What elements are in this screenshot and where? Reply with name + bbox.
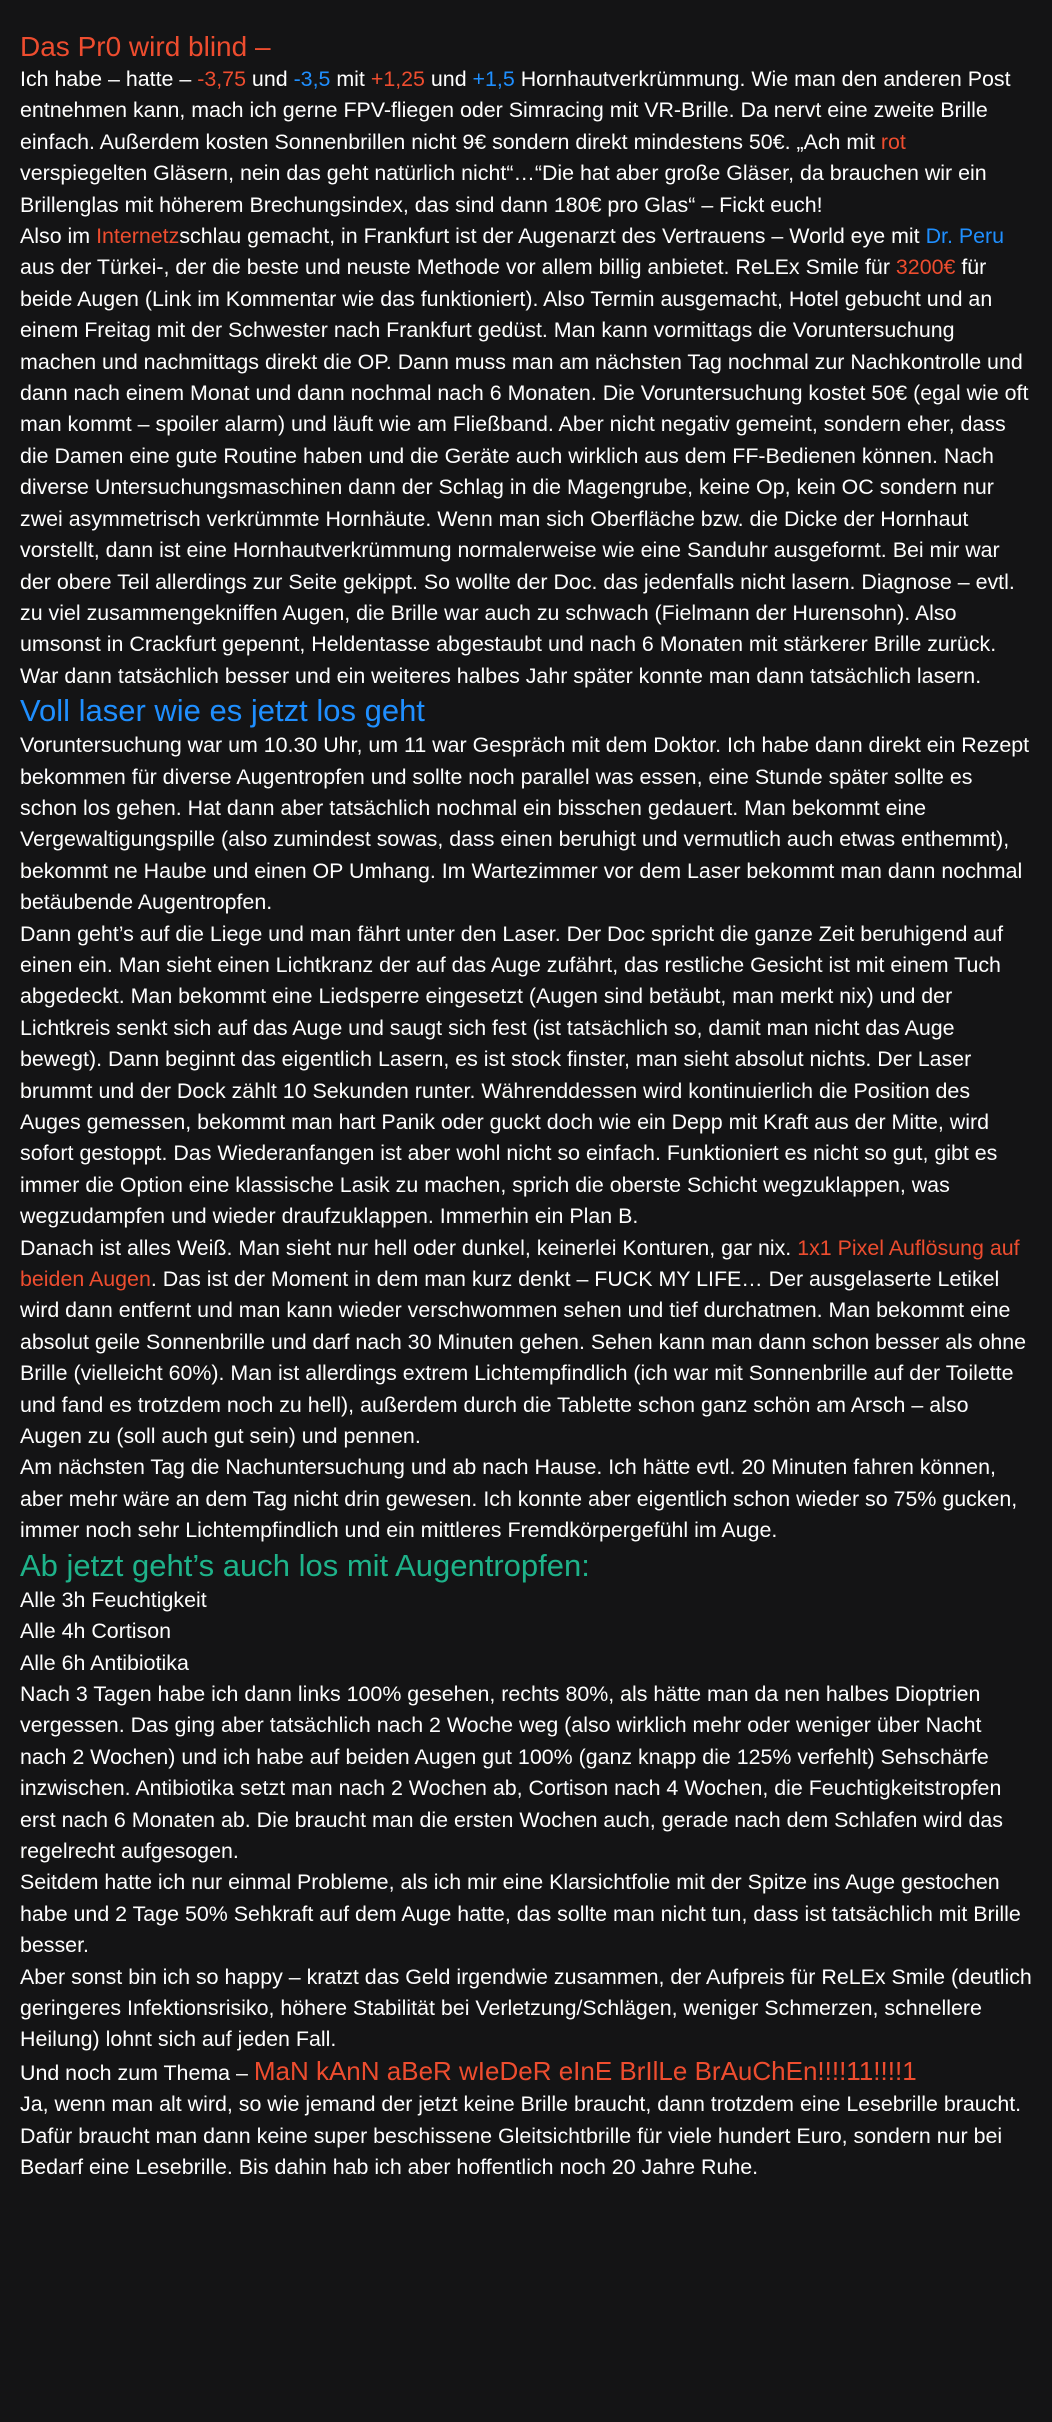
list-item-drops: Alle 6h Antibiotika xyxy=(20,1650,189,1675)
sph-left-value: -3,75 xyxy=(197,67,246,91)
section-heading-drops: Ab jetzt geht’s auch los mit Augentropfen: xyxy=(20,1547,590,1583)
highlight-pixel: 1x1 Pixel Auflösung auf beiden Augen xyxy=(20,1235,1020,1292)
cyl-right-value: +1,5 xyxy=(472,67,515,91)
paragraph-happy: Aber sonst bin ich so happy – kratzt das Geld irgendwie zusammen, der Aufpreis für ReLEx Smile (deutlich geringeres Infektionsrisiko, höhere Stabilität bei Verletzung/Schlägen, weniger Schmerzen, schnellere Heilung) lohnt sich auf jeden Fall. xyxy=(20,1964,1032,2052)
research-text: schlau gemacht, in Frankfurt ist der Augenarzt des Vertrauens – World eye mit xyxy=(179,224,926,249)
research-text: Also im xyxy=(20,224,97,249)
intro-text: und xyxy=(245,67,294,91)
research-text: für beide Augen (Link im Kommentar wie das funktioniert). Also Termin ausgemacht, Hotel gebucht und an einem Freitag mit der Schwester nach Frankfurt gedüst. Man kann vormittags die Voruntersuchung machen und nachmittags direkt die OP. Dann muss man am nächsten Tag nochmal zur Nachkontrolle und dann nach einem Monat und dann nochmal nach 6 Monaten. Die Voruntersuchung kostet 50€ (egal wie oft man kommt – spoiler alarm) und läuft wie am Fließband. Aber nicht negativ gemeint, sondern eher, dass die Damen eine gute Routine haben und die Geräte auch wirklich aus dem FF-Bedienen können. Nach diverse Untersuchungsmaschinen dann der Schlag in die Magengrube, keine Op, kein OC sondern nur zwei asymmetrisch verkrümmte Hornhäute. Wenn man sich Oberfläche bzw. die Dicke der Hornhaut vorstellt, dann ist eine Hornhautverkrümmung normalerweise wie eine Sanduhr ausgeformt. Bei mir war der obere Teil allerdings zur Seite gekippt. So wollte der Doc. das jedenfalls nicht lasern. Diagnose – evtl. zu viel zusammengekniffen Augen, die Brille war auch zu schwach (Fielmann der Hurensohn). Also umsonst in Crackfurt gepennt, Heldentasse abgestaubt und nach 6 Monaten mit stärkerer Brille zurück. War dann tatsächlich besser und ein weiteres halbes Jahr später konnte man dann tatsächlich lasern. xyxy=(20,255,1029,688)
section-heading-laser: Voll laser wie es jetzt los geht xyxy=(20,693,425,729)
paragraph-procedure: Dann geht’s auf die Liege und man fährt unter den Laser. Der Doc spricht die ganze Zeit beruhigend auf einen ein. Man sieht einen Lichtkranz der auf das Auge zufährt, das restliche Gesicht ist mit einem Tuch abgedeckt. Man bekommt eine Liedsperre eingesetzt (Augen sind betäubt, man merkt nix) und der Lichtkreis senkt sich auf das Auge und saugt sich fest (ist tatsächlich so, damit man nicht das Auge bewegt). Dann beginnt das eigentlich Lasern, es ist stock finster, man sieht absolut nichts. Der Laser brummt und der Dock zählt 10 Sekunden runter. Währenddessen wird kontinuierlich die Position des Auges gemessen, bekommt man hart Panik oder guckt doch wie ein Depp mit Kraft aus der Mitte, wird sofort gestoppt. Das Wiederanfangen ist aber wohl nicht so einfach. Funktioniert es nicht so gut, gibt es immer die Option eine klassische Lasik zu machen, sprich die oberste Schicht wegzuklappen, was wegzudampfen und wieder draufzuklappen. Immerhin ein Plan B. xyxy=(20,921,1004,1229)
paragraph-after xyxy=(20,1233,1032,1453)
sph-right-value: -3,5 xyxy=(293,67,331,91)
highlight-price: 3200€ xyxy=(895,255,956,280)
paragraph-problems: Seitdem hatte ich nur einmal Probleme, als ich mir eine Klarsichtfolie mit der Spitze ins Auge gestochen habe und 2 Tage 50% Sehkraft auf dem Auge hatte, das sollte man nicht tun, dass ist tatsächlich mit Brille besser. xyxy=(20,1870,1021,1958)
intro-text: Ich habe – hatte – xyxy=(20,67,198,91)
paragraph-topic xyxy=(20,2056,1032,2089)
paragraph-research xyxy=(20,221,1032,692)
after-text: Danach ist alles Weiß. Man sieht nur hell oder dunkel, keinerlei Konturen, gar nix. xyxy=(20,1235,798,1260)
list-item-drops: Alle 4h Cortison xyxy=(20,1619,171,1644)
intro-text: verspiegelten Gläsern, nein das geht natürlich nicht“…“Die hat aber große Gläser, da brauchen wir ein Brillenglas mit höherem Brechungsindex, das sind dann 180€ pro Glas“ – Fickt euch! xyxy=(20,161,987,217)
list-item-drops: Alle 3h Feuchtigkeit xyxy=(20,1587,207,1612)
research-text: aus der Türkei-, der die beste und neuste Methode vor allem billig anbietet. ReLEx Smile für xyxy=(20,255,896,280)
highlight-internetz: Internetz xyxy=(96,224,180,249)
highlight-doctor: Dr. Peru xyxy=(925,224,1005,249)
highlight-mock: MaN kAnN aBeR wIeDeR eInE BrIlLe BrAuChEn!!!!11!!!!1 xyxy=(253,2055,917,2086)
paragraph-intro xyxy=(20,64,1032,221)
intro-text: mit xyxy=(330,67,371,91)
highlight-rot: rot xyxy=(880,129,906,154)
intro-text: und xyxy=(424,67,473,91)
topic-text: Und noch zum Thema – xyxy=(20,2060,254,2085)
after-text: . Das ist der Moment in dem man kurz denkt – FUCK MY LIFE… Der ausgelaserte Letikel wird dann entfernt und man kann wieder verschwommen sehen und tief durchatmen. Man bekommt eine absolut geile Sonnenbrille und darf nach 30 Minuten gehen. Sehen kann man dann schon besser als ohne Brille (vielleicht 60%). Man ist allerdings extrem Lichtempfindlich (ich war mit Sonnenbrille auf der Toilette und fand es trotzdem noch zu hell), außerdem durch die Tablette schon ganz schön am Arsch – also Augen zu (soll auch gut sein) und pennen. xyxy=(20,1267,1027,1449)
paragraph-next-day: Am nächsten Tag die Nachuntersuchung und ab nach Hause. Ich hätte evtl. 20 Minuten fahren können, aber mehr wäre an dem Tag nicht drin gewesen. Ich konnte aber eigentlich schon wieder so 75% gucken, immer noch sehr Lichtempfindlich und ein mittleres Fremdkörpergefühl im Auge. xyxy=(20,1455,1018,1543)
intro-text: Hornhautverkrümmung. Wie man den anderen Post entnehmen kann, mach ich gerne FPV-fliegen oder Simracing mit VR-Brille. Da nervt eine zweite Brille einfach. Außerdem kosten Sonnenbrillen nicht 9€ sondern direkt mindestens 50€. „Ach mit xyxy=(20,67,1011,154)
cyl-left-value: +1,25 xyxy=(370,67,425,91)
paragraph-recovery: Nach 3 Tagen habe ich dann links 100% gesehen, rechts 80%, als hätte man da nen halbes Dioptrien vergessen. Das ging aber tatsächlich nach 2 Woche weg (also wirklich mehr oder weniger über Nacht nach 2 Wochen) und ich habe auf beiden Augen gut 100% (ganz knapp die 125% verfehlt) Sehschärfe inzwischen. Antibiotika setzt man nach 2 Wochen ab, Cortison nach 4 Wochen, die Feuchtigkeitstropfen erst nach 6 Monaten ab. Die braucht man die ersten Wochen auch, gerade nach dem Schlafen wird das regelrecht aufgesogen. xyxy=(20,1681,1003,1863)
paragraph-preexam: Voruntersuchung war um 10.30 Uhr, um 11 war Gespräch mit dem Doktor. Ich habe dann direkt ein Rezept bekommen für diverse Augentropfen und sollte noch parallel was essen, eine Stunde später sollte es schon los gehen. Hat dann aber tatsächlich nochmal ein bisschen gedauert. Man bekommt eine Vergewaltigungspille (also zumindest sowas, dass einen beruhigt und vermutlich auch etwas enthemmt), bekommt ne Haube und einen OP Umhang. Im Wartezimmer vor dem Laser bekommt man dann nochmal betäubende Augentropfen. xyxy=(20,733,1030,915)
paragraph-conclusion: Ja, wenn man alt wird, so wie jemand der jetzt keine Brille braucht, dann trotzdem eine Lesebrille braucht. Dafür braucht man dann keine super beschissene Gleitsichtbrille für viele hundert Euro, sondern nur bei Bedarf eine Lesebrille. Bis dahin hab ich aber hoffentlich noch 20 Jahre Ruhe. xyxy=(20,2092,1022,2179)
post-title: Das Pr0 wird blind – xyxy=(20,31,271,62)
